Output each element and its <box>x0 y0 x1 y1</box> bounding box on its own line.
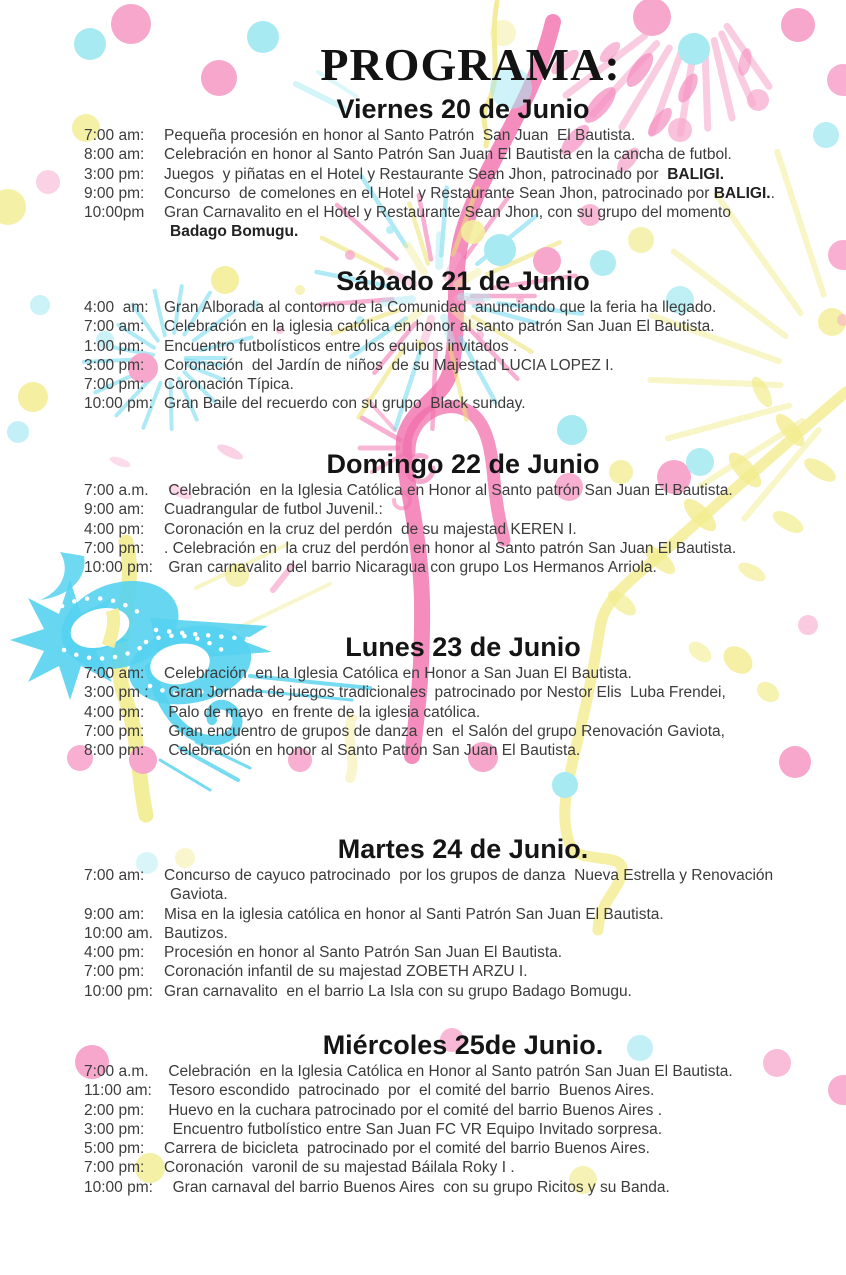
event-text-segment: Gran Baile del recuerdo con su grupo Black sunday. <box>164 395 526 413</box>
day-heading: Sábado 21 de Junio <box>336 266 590 296</box>
event-time: 7:00 am: <box>84 318 145 336</box>
event-row <box>0 184 846 203</box>
event-row <box>0 1158 846 1177</box>
event-row <box>0 481 846 500</box>
event-description <box>164 664 830 683</box>
event-time: 4:00 pm: <box>84 944 145 962</box>
event-row <box>0 222 846 241</box>
event-time: 5:00 pm: <box>84 1140 145 1158</box>
event-text-segment: Juegos y piñatas en el Hotel y Restaurante Sean Jhon, patrocinado por <box>164 165 668 183</box>
event-row <box>0 982 846 1001</box>
event-text-segment: Encuentro futbolísticos entre los equipos invitados . <box>164 337 518 355</box>
day-section <box>0 834 846 1001</box>
event-time: 9:00 pm: <box>84 184 145 202</box>
event-text-segment: Gran carnavalito del barrio Nicaragua con grupo Los Hermanos Arriola. <box>164 559 657 577</box>
event-text-segment: Coronación en la cruz del perdón de su majestad KEREN I. <box>164 520 577 538</box>
event-description <box>164 558 830 577</box>
event-time: 9:00 am: <box>84 501 145 519</box>
event-row <box>0 741 846 760</box>
day-heading: Miércoles 25de Junio. <box>322 1030 604 1060</box>
event-text-segment: Gran encuentro de grupos de danza en el Salón del grupo Renovación Gaviota, <box>164 722 725 740</box>
event-time: 8:00 am: <box>84 146 145 164</box>
event-time: 7:00 am: <box>84 127 145 144</box>
event-time: 10:00pm <box>84 204 145 222</box>
event-time: 7:00 pm: <box>84 963 145 981</box>
page-title: PROGRAMA: <box>320 39 621 90</box>
event-text-segment: Celebración en honor al Santo Patrón San Juan El Bautista en la cancha de futbol. <box>164 146 732 164</box>
day-heading: Lunes 23 de Junio <box>345 632 581 662</box>
event-time: 3:00 pm: <box>84 165 145 183</box>
event-time: 11:00 am: <box>84 1082 152 1100</box>
event-row <box>0 1139 846 1158</box>
event-row <box>0 337 846 356</box>
event-row <box>0 905 846 924</box>
event-description <box>164 1178 830 1197</box>
event-text-segment: Celebración en la iglesia católica en honor al santo patrón San Juan El Bautista. <box>164 318 715 336</box>
event-row <box>0 943 846 962</box>
event-time: 3:00 pm: <box>84 1120 145 1138</box>
event-text-segment: Concurso de comelones en el Hotel y Restaurante Sean Jhon, patrocinado por <box>164 184 714 202</box>
event-description <box>164 1081 830 1100</box>
event-description <box>164 203 830 222</box>
event-description <box>164 1158 830 1177</box>
event-time: 7:00 pm: <box>84 539 145 557</box>
event-text-segment: Celebración en la Iglesia Católica en Honor a San Juan El Bautista. <box>164 665 632 682</box>
event-text-bold-segment: BALIGI. <box>667 165 725 183</box>
event-text-segment: Coronación infantil de su majestad ZOBETH ARZU I. <box>164 963 528 981</box>
event-row <box>0 145 846 164</box>
event-time: 7:00 pm: <box>84 1159 145 1177</box>
event-description <box>164 982 830 1001</box>
event-row <box>0 126 846 145</box>
event-row <box>0 866 846 885</box>
event-row <box>0 500 846 519</box>
event-time: 10:00 pm: <box>84 559 153 577</box>
event-time: 7:00 pm: <box>84 722 145 740</box>
event-text-segment: Gaviota. <box>170 886 228 904</box>
event-description <box>164 500 830 519</box>
event-text-segment: Gran carnavalito en el barrio La Isla con su grupo Badago Bomugu. <box>164 982 632 1000</box>
event-description <box>164 539 830 558</box>
event-description <box>164 337 830 356</box>
event-description <box>164 741 830 760</box>
event-row <box>0 1178 846 1197</box>
event-time: 7:00 pm: <box>84 376 145 394</box>
day-section <box>0 632 846 760</box>
event-text-segment: Gran Carnavalito en el Hotel y Restaurante Sean Jhon, con su grupo del momento <box>164 204 731 222</box>
event-description <box>164 317 830 336</box>
event-text-segment: . Celebración en la cruz del perdón en honor al Santo patrón San Juan El Bautista. <box>164 539 737 557</box>
event-description <box>164 520 830 539</box>
event-text-segment: Coronación Típica. <box>164 376 294 394</box>
event-text-segment: Celebración en la Iglesia Católica en Honor al Santo patrón San Juan El Bautista. <box>164 482 733 499</box>
event-time: 10:00 pm: <box>84 395 153 413</box>
event-description <box>164 394 830 413</box>
event-time: 4:00 pm: <box>84 520 145 538</box>
event-text-segment: Coronación varonil de su majestad Báilala Roky I . <box>164 1159 515 1177</box>
event-row <box>0 1120 846 1139</box>
event-text-segment: Gran carnaval del barrio Buenos Aires con su grupo Ricitos y su Banda. <box>164 1178 670 1196</box>
event-time: 3:00 pm: <box>84 356 145 374</box>
event-description <box>164 1139 830 1158</box>
event-text-segment: . <box>770 184 775 202</box>
event-text-segment: Celebración en la Iglesia Católica en Honor al Santo patrón San Juan El Bautista. <box>164 1063 733 1080</box>
event-row <box>0 664 846 683</box>
event-row <box>0 298 846 317</box>
event-row <box>0 703 846 722</box>
event-text-segment: Misa en la iglesia católica en honor al Santi Patrón San Juan El Bautista. <box>164 905 664 923</box>
event-row <box>0 539 846 558</box>
event-time: 10:00 am. <box>84 924 153 942</box>
event-text-segment: Palo de mayo en frente de la iglesia católica. <box>164 703 481 721</box>
event-text-segment: Encuentro futbolístico entre San Juan FC VR Equipo Invitado sorpresa. <box>164 1120 663 1138</box>
event-text-segment: Tesoro escondido patrocinado por el comité del barrio Buenos Aires. <box>164 1082 655 1100</box>
event-description <box>164 222 830 241</box>
event-description <box>164 885 830 904</box>
event-description <box>164 1101 830 1120</box>
event-time: 8:00 pm: <box>84 742 145 760</box>
event-text-segment: Carrera de bicicleta patrocinado por el comité del barrio Buenos Aires. <box>164 1140 650 1158</box>
event-row <box>0 203 846 222</box>
event-text-segment: Pequeña procesión en honor al Santo Patrón San Juan El Bautista. <box>164 127 636 144</box>
event-description <box>164 184 830 203</box>
event-row <box>0 962 846 981</box>
event-description <box>164 481 830 500</box>
event-description <box>164 866 830 885</box>
event-text-segment: Gran Alborada al contorno de la Comunidad anunciando que la feria ha llegado. <box>164 299 717 316</box>
event-description <box>164 703 830 722</box>
event-description <box>164 722 830 741</box>
event-text-segment: Gran Jornada de juegos tradicionales patrocinado por Nestor Elis Luba Frendei, <box>164 684 726 702</box>
day-section <box>0 1030 846 1197</box>
event-row <box>0 722 846 741</box>
event-row <box>0 317 846 336</box>
event-description <box>164 356 830 375</box>
event-time: 4:00 am: <box>84 299 149 316</box>
event-time: 4:00 pm: <box>84 703 145 721</box>
event-time: 3:00 pm : <box>84 684 149 702</box>
day-section <box>0 94 846 242</box>
event-description <box>164 165 830 184</box>
event-row <box>0 375 846 394</box>
day-heading: Domingo 22 de Junio <box>326 449 600 479</box>
event-time: 10:00 pm: <box>84 982 153 1000</box>
event-row <box>0 683 846 702</box>
event-description <box>164 1062 830 1081</box>
event-description <box>164 924 830 943</box>
event-description <box>164 298 830 317</box>
event-text-segment: Coronación del Jardín de niños de su Majestad LUCIA LOPEZ I. <box>164 356 614 374</box>
event-text-segment: Bautizos. <box>164 924 228 942</box>
day-section <box>0 449 846 577</box>
event-description <box>164 905 830 924</box>
event-row <box>0 1081 846 1100</box>
event-row <box>0 520 846 539</box>
event-description <box>164 943 830 962</box>
event-time: 2:00 pm: <box>84 1101 145 1119</box>
event-row <box>0 394 846 413</box>
event-row <box>0 1101 846 1120</box>
event-description <box>164 375 830 394</box>
event-row <box>0 885 846 904</box>
event-description <box>164 1120 830 1139</box>
event-time: 7:00 am: <box>84 867 145 884</box>
event-time: 1:00 pm: <box>84 337 145 355</box>
event-description <box>164 962 830 981</box>
day-heading: Viernes 20 de Junio <box>336 94 590 124</box>
event-text-segment: Concurso de cayuco patrocinado por los grupos de danza Nueva Estrella y Renovación <box>164 867 774 884</box>
event-description <box>164 683 830 702</box>
event-time: 9:00 am: <box>84 905 145 923</box>
event-row <box>0 1062 846 1081</box>
event-time: 7:00 a.m. <box>84 1063 149 1080</box>
event-description <box>164 145 830 164</box>
day-section <box>0 266 846 414</box>
event-time: 10:00 pm: <box>84 1178 153 1196</box>
event-time: 7:00 am: <box>84 665 145 682</box>
event-text-segment: Procesión en honor al Santo Patrón San Juan El Bautista. <box>164 944 563 962</box>
event-row <box>0 558 846 577</box>
day-heading: Martes 24 de Junio. <box>337 834 589 864</box>
event-row <box>0 356 846 375</box>
event-row <box>0 924 846 943</box>
event-row <box>0 165 846 184</box>
event-time: 7:00 a.m. <box>84 482 149 499</box>
event-description <box>164 126 830 145</box>
event-text-segment: Cuadrangular de futbol Juvenil.: <box>164 501 383 519</box>
event-text-segment: Huevo en la cuchara patrocinado por el comité del barrio Buenos Aires . <box>164 1101 663 1119</box>
event-text-segment: Celebración en honor al Santo Patrón San Juan El Bautista. <box>164 742 581 760</box>
event-text-bold-segment: BALIGI. <box>713 184 771 202</box>
event-text-bold-segment: Badago Bomugu. <box>170 223 299 241</box>
